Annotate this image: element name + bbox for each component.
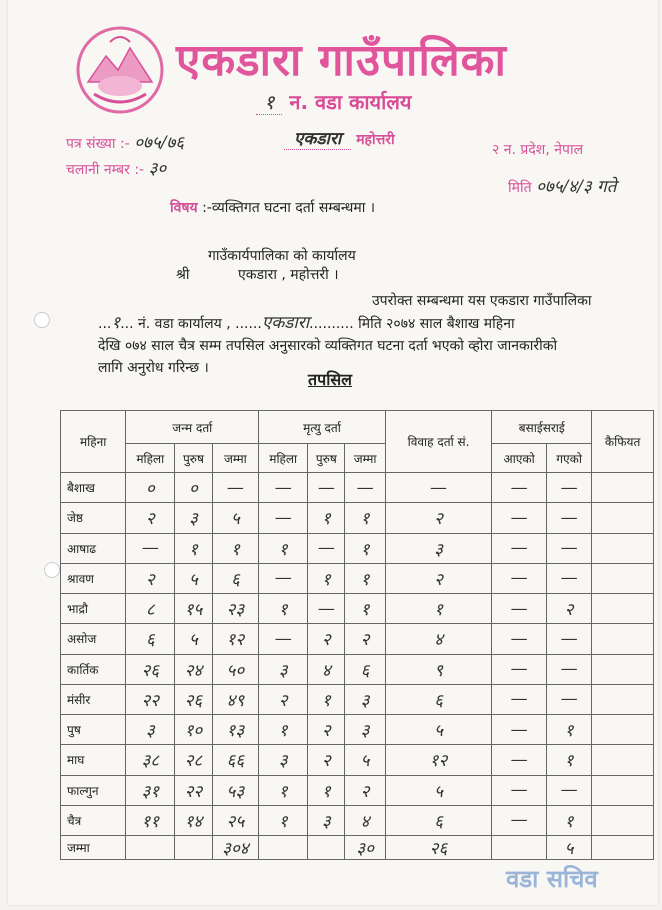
month-cell: भाद्रौ (61, 594, 126, 624)
value-cell: — (212, 473, 259, 503)
month-cell: चैत्र (61, 805, 126, 835)
value-cell: १० (175, 715, 212, 745)
nepal-emblem-icon (74, 24, 166, 116)
value-cell: — (546, 624, 591, 654)
value-cell: ३ (259, 745, 308, 775)
value-cell: — (492, 473, 547, 503)
value-cell: ३ (126, 715, 175, 745)
value-cell: १ (308, 775, 345, 805)
migration-header: बसाईसराई (492, 411, 592, 444)
value-cell: — (385, 473, 492, 503)
value-cell: १३ (212, 715, 259, 745)
death-header: मृत्यु दर्ता (259, 411, 386, 444)
month-cell: आषाढ (61, 533, 126, 563)
value-cell: १४ (175, 805, 212, 835)
recipient-office: गाउँकार्यपालिका को कार्यालय (208, 248, 356, 264)
subject-label: विषय (170, 200, 198, 216)
value-cell: — (259, 624, 308, 654)
value-cell: २६ (126, 654, 175, 684)
total-empty (492, 836, 547, 860)
value-cell: २ (308, 624, 345, 654)
month-cell: बैशाख (61, 473, 126, 503)
table-row (61, 745, 654, 775)
value-cell: ४ (385, 624, 492, 654)
value-cell: ६ (345, 654, 385, 684)
value-cell: ३ (259, 654, 308, 684)
value-cell: ० (126, 473, 175, 503)
month-cell: माघ (61, 745, 126, 775)
value-cell: १२ (212, 624, 259, 654)
value-cell: ५० (212, 654, 259, 684)
value-cell (592, 654, 654, 684)
value-cell (592, 715, 654, 745)
letter-page (8, 0, 658, 905)
value-cell (592, 503, 654, 533)
table-row (61, 684, 654, 714)
value-cell: ५ (345, 745, 385, 775)
death-female-header: महिला (259, 444, 308, 473)
value-cell (592, 684, 654, 714)
total-row (61, 836, 654, 860)
value-cell: — (492, 775, 547, 805)
recipient-address: एकडारा , महोत्तरी । (238, 267, 339, 283)
total-empty (308, 836, 345, 860)
province-label: २ न. प्रदेश, नेपाल (492, 142, 584, 158)
table-row (61, 563, 654, 593)
value-cell: — (308, 594, 345, 624)
value-cell: — (546, 473, 591, 503)
month-cell: फाल्गुन (61, 775, 126, 805)
month-cell: श्रावण (61, 563, 126, 593)
value-cell: १ (259, 594, 308, 624)
month-cell: कार्तिक (61, 654, 126, 684)
body-line-4: लागि अनुरोध गरिन्छ । (98, 360, 209, 376)
total-death: ३० (345, 836, 385, 860)
value-cell: १ (175, 533, 212, 563)
value-cell: १ (212, 533, 259, 563)
value-cell: २२ (126, 684, 175, 714)
value-cell: १ (345, 563, 385, 593)
value-cell: १ (546, 745, 591, 775)
value-cell: ३ (385, 533, 492, 563)
value-cell: १ (345, 533, 385, 563)
value-cell: ८ (126, 594, 175, 624)
subject-line (170, 198, 375, 217)
death-total-header: जम्मा (345, 444, 385, 473)
punch-hole-bottom (44, 562, 60, 578)
value-cell: — (259, 473, 308, 503)
value-cell: — (546, 775, 591, 805)
body-date-range: मिति २०७४ साल बैशाख महिना (358, 316, 515, 332)
total-empty (126, 836, 175, 860)
value-cell: ३८ (126, 745, 175, 775)
value-cell: ६ (385, 805, 492, 835)
chalani-value: ३० (148, 159, 167, 179)
value-cell: २ (345, 624, 385, 654)
table-row (61, 805, 654, 835)
value-cell: ५३ (212, 775, 259, 805)
birth-header: जन्म दर्ता (126, 411, 259, 444)
place-handwritten: एकडारा (284, 129, 351, 150)
value-cell: २ (385, 503, 492, 533)
value-cell: १ (345, 503, 385, 533)
value-cell: १ (259, 805, 308, 835)
value-cell (592, 775, 654, 805)
value-cell: ५ (175, 624, 212, 654)
value-cell: — (492, 805, 547, 835)
value-cell: — (345, 473, 385, 503)
value-cell: ६ (385, 684, 492, 714)
value-cell: १ (308, 684, 345, 714)
value-cell: — (546, 684, 591, 714)
table-row (61, 503, 654, 533)
total-empty (175, 836, 212, 860)
district-label: महोत्तरी (356, 132, 395, 148)
value-cell: — (492, 594, 547, 624)
value-cell: २४ (175, 654, 212, 684)
letter-body: उपरोक्त सम्बन्धमा यस एकडारा गाउँपालिका ...१... नं. वडा कार्यालय , ......एकडारा.......... मिति २०७४ साल बैशाख महिना देखि ०७४ साल चैत्र सम्म तपसिल अनुसारको व्यक्तिगत घटना दर्ता भएको व्होरा जानकारीको लागि अनुरोध गरिन्छ । (98, 290, 653, 379)
month-cell: मंसीर (61, 684, 126, 714)
migration-went-header: गएको (546, 444, 591, 473)
value-cell: २ (259, 684, 308, 714)
value-cell: — (492, 745, 547, 775)
value-cell: — (308, 473, 345, 503)
value-cell: — (492, 654, 547, 684)
miti-value: ०७५/४/३ गते (536, 177, 617, 197)
value-cell: — (546, 563, 591, 593)
patra-label: पत्र संख्या :- (66, 136, 130, 152)
value-cell: — (492, 624, 547, 654)
marriage-header: विवाह दर्ता सं. (385, 411, 492, 473)
value-cell: ५ (385, 715, 492, 745)
value-cell: ३ (175, 503, 212, 533)
value-cell (592, 533, 654, 563)
value-cell: — (308, 533, 345, 563)
value-cell: २ (308, 745, 345, 775)
value-cell: ५ (385, 775, 492, 805)
value-cell: ३ (345, 715, 385, 745)
value-cell: २ (126, 503, 175, 533)
chalani-number (66, 156, 166, 179)
value-cell: — (259, 503, 308, 533)
municipality-title: एकडारा गाउँपालिका (176, 35, 507, 86)
birth-total-header: जम्मा (212, 444, 259, 473)
value-cell: ५ (212, 503, 259, 533)
table-row (61, 624, 654, 654)
value-cell (592, 594, 654, 624)
value-cell: — (492, 503, 547, 533)
value-cell: ३१ (126, 775, 175, 805)
value-cell: — (546, 503, 591, 533)
value-cell: ४९ (212, 684, 259, 714)
birth-male-header: पुरुष (175, 444, 212, 473)
value-cell: ३ (308, 805, 345, 835)
table-row (61, 594, 654, 624)
value-cell: ० (175, 473, 212, 503)
recipient-block (176, 246, 356, 284)
value-cell: २ (345, 775, 385, 805)
value-cell: — (492, 533, 547, 563)
value-cell: — (546, 654, 591, 684)
ward-office-line (256, 88, 411, 115)
value-cell: — (126, 533, 175, 563)
value-cell (592, 745, 654, 775)
body-line-3: देखि ०७४ साल चैत्र सम्म तपसिल अनुसारको व्यक्तिगत घटना दर्ता भएको व्होरा जानकारीको (98, 338, 558, 354)
ward-office-label: न. वडा कार्यालय (289, 90, 412, 114)
subject-text: :-व्यक्तिगत घटना दर्ता सम्बन्धमा । (202, 200, 376, 216)
value-cell: २ (546, 594, 591, 624)
value-cell: ६६ (212, 745, 259, 775)
total-went: ५ (546, 836, 591, 860)
value-cell: २३ (212, 594, 259, 624)
chalani-label: चलानी नम्बर :- (66, 162, 145, 178)
value-cell: ९ (385, 654, 492, 684)
punch-hole-top (34, 312, 50, 328)
value-cell: — (492, 684, 547, 714)
month-header: महिना (61, 411, 126, 473)
value-cell (592, 473, 654, 503)
value-cell: ४ (308, 654, 345, 684)
table-row (61, 473, 654, 503)
body-ward-label: नं. वडा कार्यालय , (138, 316, 236, 332)
value-cell: १ (546, 805, 591, 835)
month-cell: पुष (61, 715, 126, 745)
value-cell: १५ (175, 594, 212, 624)
total-marriage: २६ (385, 836, 492, 860)
ward-secretary-stamp: वडा सचिव (506, 865, 598, 893)
value-cell: ४ (345, 805, 385, 835)
remarks-header: कैफियत (592, 411, 654, 473)
value-cell: २ (308, 715, 345, 745)
value-cell: २२ (175, 775, 212, 805)
value-cell: २५ (212, 805, 259, 835)
value-cell: १ (546, 715, 591, 745)
value-cell: — (492, 715, 547, 745)
value-cell: १ (259, 533, 308, 563)
total-empty (592, 836, 654, 860)
value-cell: २ (126, 563, 175, 593)
tapasil-heading: तपसिल (308, 370, 353, 389)
ward-number: १ (256, 90, 282, 115)
birth-female-header: महिला (126, 444, 175, 473)
miti-line (508, 174, 616, 197)
events-table-body (61, 473, 654, 836)
value-cell (592, 563, 654, 593)
miti-label: मिति (508, 180, 532, 196)
value-cell: १ (259, 715, 308, 745)
migration-came-header: आएको (492, 444, 547, 473)
value-cell: — (546, 533, 591, 563)
value-cell: ११ (126, 805, 175, 835)
value-cell: २ (385, 563, 492, 593)
total-empty (259, 836, 308, 860)
value-cell: १ (385, 594, 492, 624)
month-cell: असोज (61, 624, 126, 654)
month-cell: जेष्ठ (61, 503, 126, 533)
table-row (61, 533, 654, 563)
patra-sankhya (66, 130, 184, 153)
total-birth: ३०४ (212, 836, 259, 860)
events-table (60, 410, 654, 860)
value-cell: १ (308, 503, 345, 533)
value-cell: १ (345, 594, 385, 624)
recipient-shree: श्री (176, 267, 190, 283)
value-cell: ३ (345, 684, 385, 714)
value-cell: ५ (175, 563, 212, 593)
value-cell: १ (259, 775, 308, 805)
body-place: एकडारा (261, 313, 310, 333)
patra-value: ०७५/७६ (134, 133, 185, 153)
value-cell: ६ (212, 563, 259, 593)
body-line-1: उपरोक्त सम्बन्धमा यस एकडारा गाउँपालिका (372, 293, 592, 309)
value-cell: २८ (175, 745, 212, 775)
body-ward-no: १ (111, 313, 121, 333)
value-cell: १ (308, 563, 345, 593)
value-cell: ६ (126, 624, 175, 654)
value-cell (592, 624, 654, 654)
address-line (284, 126, 395, 149)
value-cell: — (259, 563, 308, 593)
value-cell (592, 805, 654, 835)
value-cell: २६ (175, 684, 212, 714)
total-label: जम्मा (61, 836, 126, 860)
death-male-header: पुरुष (308, 444, 345, 473)
table-row (61, 775, 654, 805)
table-row (61, 654, 654, 684)
value-cell: — (492, 563, 547, 593)
table-row (61, 715, 654, 745)
value-cell: १२ (385, 745, 492, 775)
